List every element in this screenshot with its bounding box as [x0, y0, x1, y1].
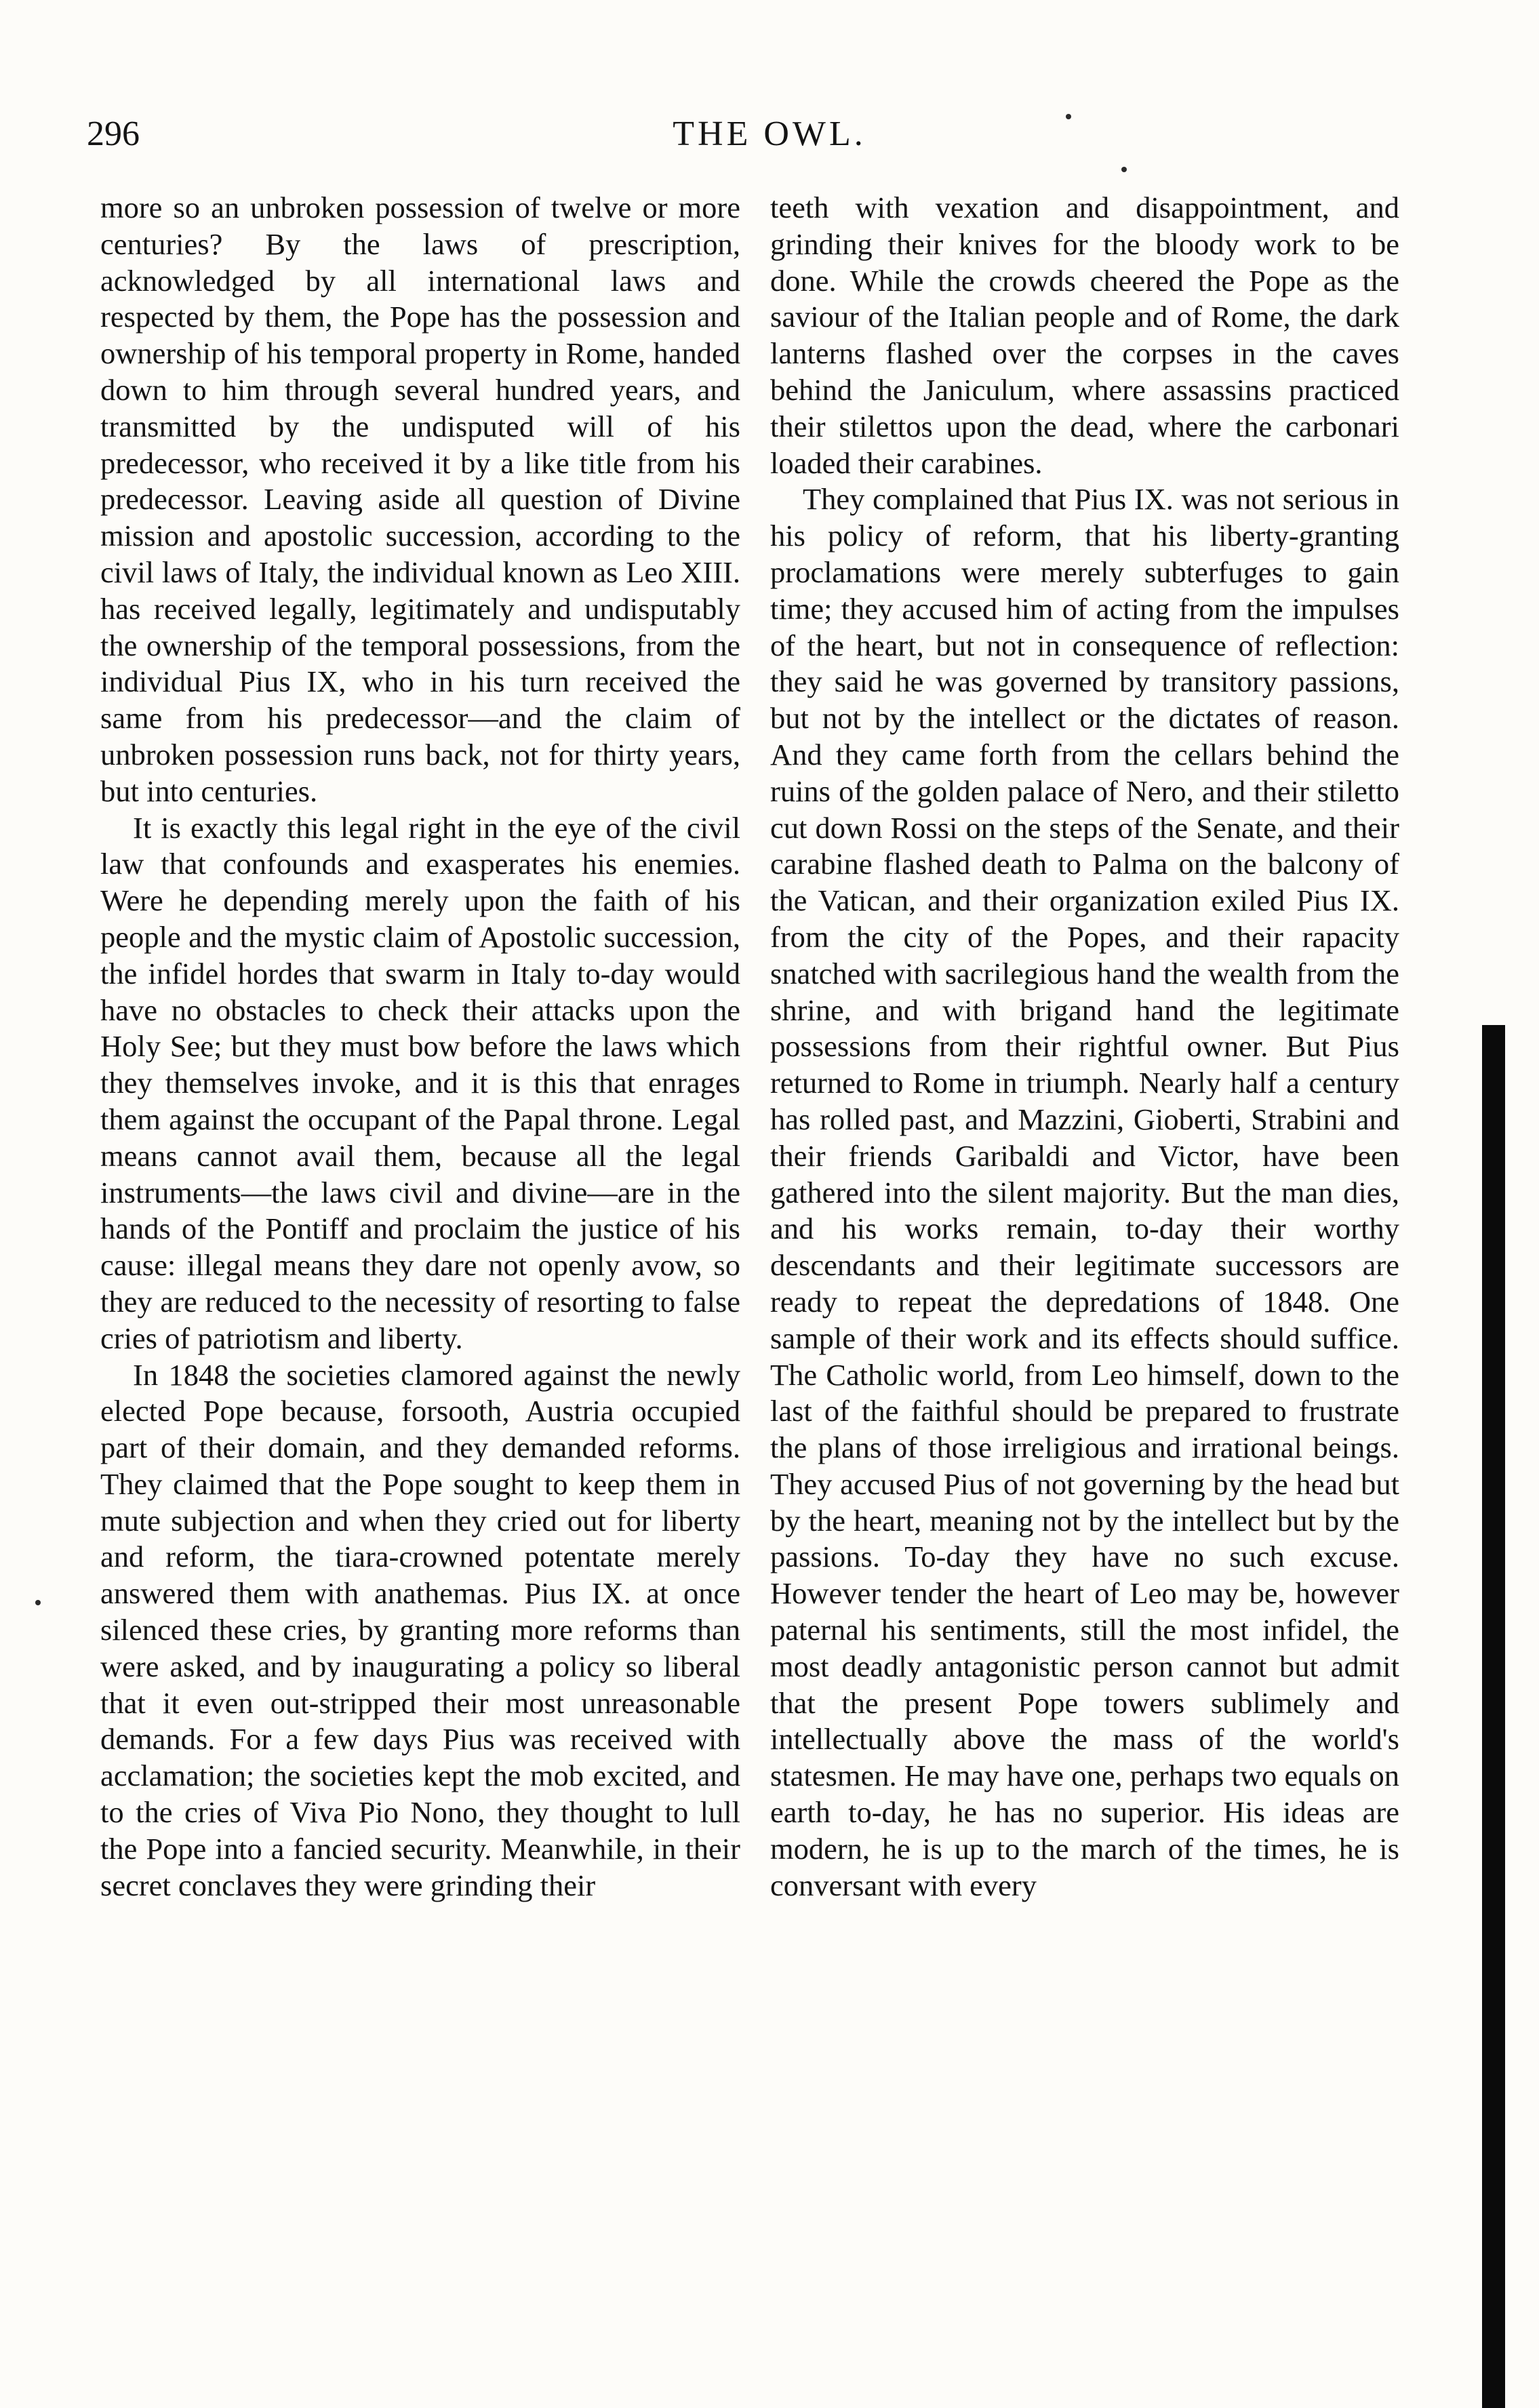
stray-ink-mark: [1121, 167, 1127, 172]
right-column: [770, 190, 1399, 1904]
left-paragraph-1: more so an unbroken possession of twelve or more centuries? By the laws of prescription, acknowledged by all international laws and respected by them, the Pope has the possession and ownership of his temporal property in Rome, handed down to him through several hundred years, and transmitted by the undisputed will of his predecessor, who received it by a like title from his predecessor. Leaving aside all question of Divine mission and apostolic succession, according to the civil laws of Italy, the individual known as Leo XIII. has received legally, legitimately and undisputably the ownership of the temporal possessions, from the individual Pius IX, who in his turn received the same from his predecessor—and the claim of unbroken possession runs back, not for thirty years, but into centuries.: [100, 190, 740, 808]
left-column: [100, 190, 740, 1904]
right-paragraph-1: teeth with vexation and disappointment, and grinding their knives for the bloody work to be done. While the crowds cheered the Pope as the saviour of the Italian people and of Rome, the dark lanterns flashed over the corpses in the caves behind the Janiculum, where assassins practiced their stilettos upon the dead, where the carbonari loaded their carabines.: [770, 190, 1399, 480]
right-paragraph-2: They complained that Pius IX. was not serious in his policy of reform, that his liberty-granting proclamations were merely subterfuges to gain time; they accused him of acting from the impulses of the heart, but not in consequence of reflection: they said he was governed by transitory passions, but not by the intellect or the dictates of reason. And they came forth from the cellars behind the ruins of the golden palace of Nero, and their stiletto cut down Rossi on the steps of the Senate, and their carabine flashed death to Palma on the balcony of the Vatican, and their organization exiled Pius IX. from the city of the Popes, and their rapacity snatched with sacrilegious hand the wealth from the shrine, and with brigand hand the legitimate possessions from their rightful owner. But Pius returned to Rome in triumph. Nearly half a century has rolled past, and Mazzini, Gioberti, Strabini and their friends Garibaldi and Victor, have been gathered into the silent majority. But the man dies, and his works remain, to-day their worthy descendants and their legitimate successors are ready to repeat the depredations of 1848. One sample of their work and its effects should suffice. The Catholic world, from Leo himself, down to the last of the faithful should be prepared to frustrate the plans of those irreligious and irrational beings. They accused Pius of not governing by the head but by the heart, meaning not by the intellect but by the passions. To-day they have no such excuse. However tender the heart of Leo may be, however paternal his sentiments, still the most infidel, the most deadly antagonistic person cannot but admit that the present Pope towers sublimely and intellectually above the mass of the world's statesmen. He may have one, perhaps two equals on earth to-day, he has no superior. His ideas are modern, he is up to the march of the times, he is conversant with every: [770, 482, 1399, 1902]
stray-ink-mark: [1066, 114, 1071, 119]
binding-edge-shadow: [1482, 1025, 1505, 2408]
left-paragraph-2: It is exactly this legal right in the eye of the civil law that confounds and exasperates his enemies. Were he depending merely upon the faith of his people and the mystic claim of Apostolic succession, the infidel hordes that swarm in Italy to-day would have no obstacles to check their attacks upon the Holy See; but they must bow before the laws which they themselves invoke, and it is this that enrages them against the occupant of the Papal throne. Legal means cannot avail them, because all the legal instruments—the laws civil and divine—are in the hands of the Pontiff and proclaim the justice of his cause: illegal means they dare not openly avow, so they are reduced to the necessity of resorting to false cries of patriotism and liberty.: [100, 810, 740, 1355]
stray-ink-mark: [35, 1600, 41, 1605]
page-number: 296: [87, 115, 140, 153]
left-paragraph-3: In 1848 the societies clamored against the newly elected Pope because, forsooth, Austria occupied part of their domain, and they demanded reforms. They claimed that the Pope sought to keep them in mute subjection and when they cried out for liberty and reform, the tiara-crowned potentate merely answered them with anathemas. Pius IX. at once silenced these cries, by granting more reforms than were asked, and by inaugurating a policy so liberal that it even out-stripped their most unreasonable demands. For a few days Pius was received with acclamation; the societies kept the mob excited, and to the cries of Viva Pio Nono, they thought to lull the Pope into a fancied security. Meanwhile, in their secret conclaves they were grinding their: [100, 1357, 740, 1902]
running-title: THE OWL.: [673, 115, 866, 153]
